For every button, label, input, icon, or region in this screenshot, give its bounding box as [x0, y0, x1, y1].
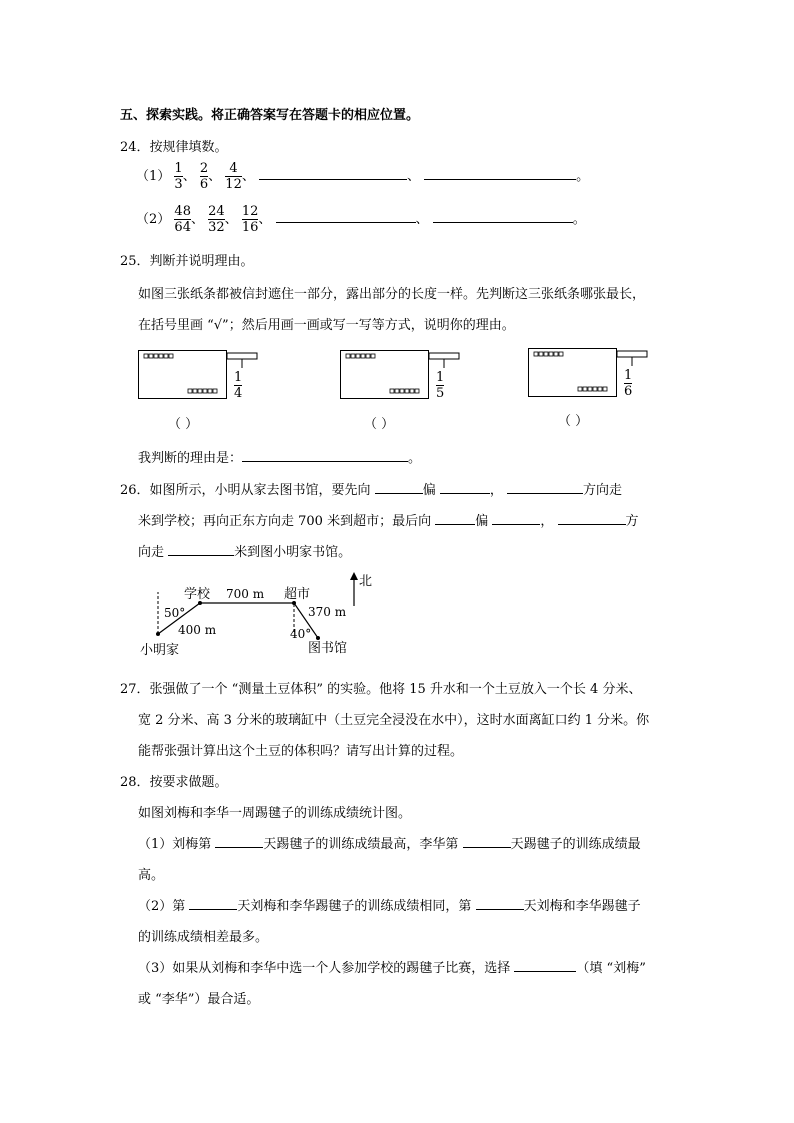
answer-blank[interactable]	[276, 210, 416, 223]
answer-paren[interactable]: （ ）	[364, 417, 395, 432]
envelope-strip-2	[340, 348, 470, 410]
q28-intro: 如图刘梅和李华一周踢毽子的训练成绩统计图。	[138, 806, 412, 821]
fraction: $\frac{1}{5}$	[436, 370, 445, 401]
angle-label: 50°	[164, 606, 186, 620]
q28-p3-cont: 或 “李华”）最合适。	[138, 992, 260, 1007]
q27-line2: 宽 2 分米、高 3 分米的玻璃缸中（土豆完全浸没在水中），这时水面离缸口约 1 分米。你	[138, 713, 650, 728]
q25-text2: 在括号里画 “√”；然后用画一画或写一写等方式，说明你的理由。	[138, 318, 515, 333]
answer-blank[interactable]	[433, 210, 573, 223]
fraction: $\frac{2}{6}$	[199, 161, 209, 192]
q26-line2: 米到学校；再向正东方向走 700 米到超市；最后向 偏 ， 方	[138, 514, 639, 529]
q26-line1: 26．如图所示，小明从家去图书馆，要先向 偏 ， 方向走	[120, 483, 623, 498]
answer-blank[interactable]	[375, 481, 423, 494]
q24-row1: （1） $\frac{1}{3}$ 、 $\frac{2}{6}$ 、 $\frac{4}{12}$ 、 、 。	[136, 161, 590, 192]
fraction: $\frac{1}{4}$	[234, 370, 243, 401]
q28-p3: （3）如果从刘梅和李华中选一个人参加学校的踢毽子比赛，选择 （填 “刘梅”	[138, 961, 646, 976]
answer-blank[interactable]	[168, 543, 234, 556]
q26-line3: 向走 米到图小明家书馆。	[138, 545, 352, 560]
answer-blank[interactable]	[558, 512, 626, 525]
q25-reason: 我判断的理由是： 。	[138, 451, 422, 466]
home-label: 小明家	[140, 643, 180, 658]
fraction: $\frac{24}{32}$	[208, 204, 225, 235]
q25-text1: 如图三张纸条都被信封遮住一部分，露出部分的长度一样。先判断这三张纸条哪张最长，	[138, 287, 646, 302]
answer-blank[interactable]	[492, 512, 540, 525]
q27-line3: 能帮张强计算出这个土豆的体积吗？请写出计算的过程。	[138, 744, 464, 759]
distance-label: 700 m	[226, 587, 265, 601]
q24-row1-label: （1）	[136, 169, 171, 184]
fraction: $\frac{1}{6}$	[624, 368, 633, 399]
q28-title: 28．按要求做题。	[120, 775, 228, 790]
distance-label: 370 m	[308, 605, 347, 619]
distance-label: 400 m	[178, 623, 217, 637]
answer-blank[interactable]	[440, 481, 490, 494]
answer-paren[interactable]: （ ）	[558, 414, 589, 429]
answer-blank[interactable]	[507, 481, 583, 494]
q24-row2-label: （2）	[136, 212, 171, 227]
answer-blank[interactable]	[189, 897, 237, 910]
angle-label: 40°	[290, 627, 312, 641]
q28-p2-cont: 的训练成绩相差最多。	[138, 930, 269, 945]
section-title: 五、探索实践。将正确答案写在答题卡的相应位置。	[120, 108, 420, 123]
school-label: 学校	[184, 587, 211, 602]
library-label: 图书馆	[308, 641, 348, 656]
q25-title: 25．判断并说明理由。	[120, 254, 254, 269]
fraction: $\frac{4}{12}$	[225, 161, 242, 192]
fraction: $\frac{12}{16}$	[241, 204, 259, 235]
supermarket-label: 超市	[284, 587, 311, 602]
q24-title: 24．按规律填数。	[120, 140, 228, 155]
q28-p1: （1）刘梅第 天踢毽子的训练成绩最高，李华第 天踢毽子的训练成绩最	[138, 837, 641, 852]
q24-row2: （2） $\frac{48}{64}$ 、 $\frac{24}{32}$ 、 $\frac{12}{16}$ 、 、 。	[136, 204, 586, 235]
q27-line1: 27．张强做了一个 “测量土豆体积” 的实验。他将 15 升水和一个土豆放入一个长 4 分米、	[120, 682, 642, 697]
answer-blank[interactable]	[476, 897, 524, 910]
answer-blank[interactable]	[259, 167, 407, 180]
answer-blank[interactable]	[424, 167, 576, 180]
envelope-strip-3	[528, 346, 658, 408]
answer-blank[interactable]	[435, 512, 475, 525]
answer-blank[interactable]	[242, 449, 408, 462]
route-map	[136, 570, 386, 662]
answer-paren[interactable]: （ ）	[168, 417, 199, 432]
fraction: $\frac{48}{64}$	[174, 204, 191, 235]
answer-blank[interactable]	[514, 959, 576, 972]
north-label: 北	[359, 574, 373, 589]
fraction: $\frac{1}{3}$	[174, 161, 183, 192]
q28-p2: （2）第 天刘梅和李华踢毽子的训练成绩相同，第 天刘梅和李华踢毽子	[138, 899, 641, 914]
answer-blank[interactable]	[215, 835, 263, 848]
q28-p1-cont: 高。	[138, 868, 165, 883]
envelope-strip-1	[138, 348, 268, 410]
answer-blank[interactable]	[463, 835, 511, 848]
